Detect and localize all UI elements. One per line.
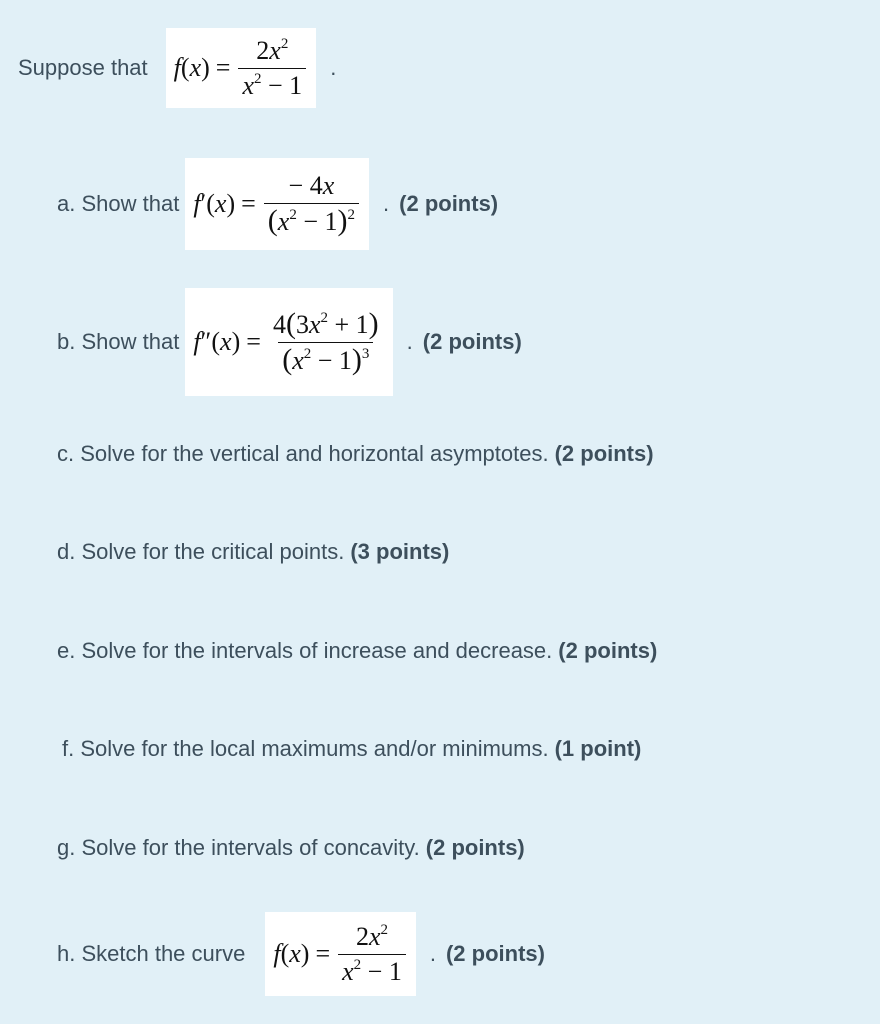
item-c [57,438,654,470]
item-b-points: (2 points) [422,329,522,354]
item-a: a. Show that f ′( x ) = $\frac{- 4x}{(x^2 - 1)^2}$ . (2 points) [57,158,498,250]
item-e-label: e. Solve for the intervals of increase and decrease. [57,638,553,663]
item-f-label: f. Solve for the local maximums and/or minimums. [62,736,549,761]
item-e-points: (2 points) [558,638,658,663]
item-f-points: (1 point) [554,736,642,761]
first-derivative-formula: f ′( x ) = $\frac{- 4x}{(x^2 - 1)^2}$ [185,158,369,250]
item-g-points: (2 points) [425,835,525,860]
item-e [57,635,657,667]
item-h-points: (2 points) [445,941,545,966]
item-c-label: c. Solve for the vertical and horizontal asymptotes. [57,441,549,466]
intro-trailing-dot: . [330,55,337,80]
item-b-label: b. Show that [57,329,180,354]
item-a-label: a. Show that [57,191,180,216]
intro-text: Suppose that [18,55,148,80]
item-f [62,733,641,765]
item-d-points: (3 points) [350,539,450,564]
item-a-points: (2 points) [399,191,499,216]
intro-line [18,28,336,108]
second-derivative-formula: f ″( x ) = $\frac{4(3x^2 + 1)}{(x^2 - 1)^3}$ [185,288,392,396]
item-g [57,832,525,864]
item-d-label: d. Solve for the critical points. [57,539,345,564]
item-h: h. Sketch the curve f ( x ) = $\frac{2x^2}{x^2 - 1}$ . (2 points) [57,912,545,996]
item-b: b. Show that f ″( x ) = $\frac{4(3x^2 + 1)}{(x^2 - 1)^3}$ . (2 points) [57,288,522,396]
item-g-label: g. Solve for the intervals of concavity. [57,835,420,860]
item-h-label: h. Sketch the curve [57,941,246,966]
item-d [57,536,449,568]
function-formula: f ( x ) = $\frac{2x^2}{x^2 - 1}$ [166,28,317,108]
sketch-function-formula: f ( x ) = $\frac{2x^2}{x^2 - 1}$ [265,912,416,996]
item-c-points: (2 points) [554,441,654,466]
